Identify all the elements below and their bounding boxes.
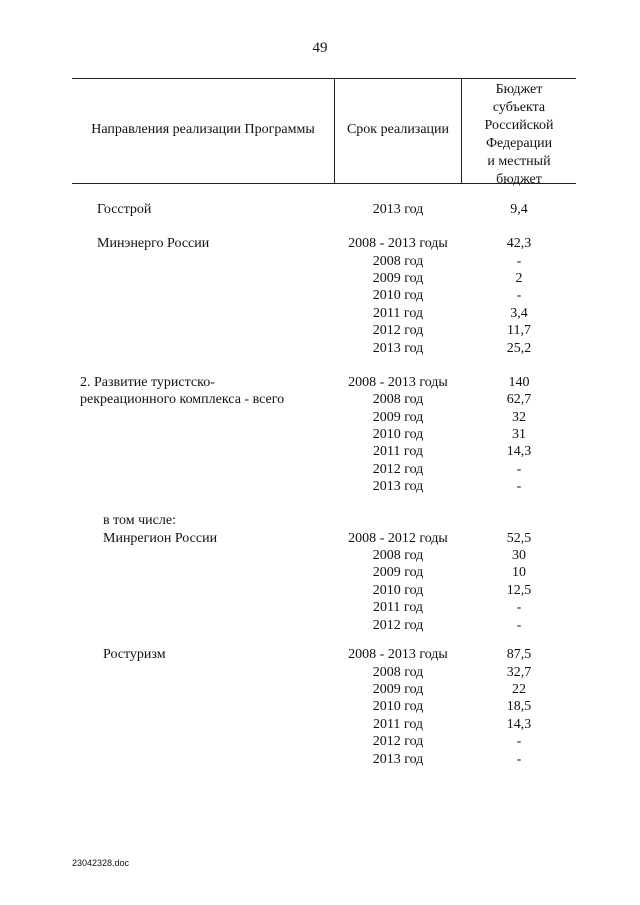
header-budget-line: субъекта [492, 100, 546, 115]
row-period: 2011 год [372, 444, 424, 459]
row-period: 2009 год [372, 565, 424, 580]
row-value: 2 [515, 271, 523, 286]
row-period: 2010 год [372, 288, 424, 303]
row-period: 2008 - 2013 годы [348, 647, 448, 662]
row-label: Минэнерго России [97, 236, 210, 251]
row-value: 52,5 [506, 531, 532, 546]
row-period: 2011 год [372, 717, 424, 732]
table-row [0, 716, 640, 733]
row-value: 10 [512, 565, 526, 580]
row-value: 140 [508, 375, 530, 390]
page-number: 49 [312, 40, 328, 56]
table-row [0, 617, 640, 634]
table-row [0, 664, 640, 681]
table-row [0, 374, 640, 391]
row-period: 2008 - 2012 годы [348, 531, 448, 546]
row-value: - [516, 462, 522, 477]
row-value: 31 [512, 427, 526, 442]
row-value: 30 [512, 548, 526, 563]
row-period: 2012 год [372, 734, 424, 749]
table-row [0, 547, 640, 564]
row-period: 2008 год [372, 392, 424, 407]
row-value: 62,7 [506, 392, 532, 407]
table-row [0, 733, 640, 750]
table-row [0, 409, 640, 426]
row-period: 2008 - 2013 годы [348, 375, 448, 390]
table-row [0, 253, 640, 270]
row-value: 22 [512, 682, 526, 697]
row-value: 12,5 [506, 583, 532, 598]
row-value: 14,3 [506, 444, 532, 459]
header-budget-line: Федерации [485, 136, 553, 151]
table-row [0, 582, 640, 599]
row-label: рекреационного комплекса - всего [80, 392, 285, 407]
table-row [0, 201, 640, 218]
header-period: Срок реализации [346, 122, 450, 137]
row-value: - [516, 752, 522, 767]
table-row [0, 478, 640, 495]
row-period: 2011 год [372, 600, 424, 615]
row-value: - [516, 618, 522, 633]
row-period: 2011 год [372, 306, 424, 321]
table-row [0, 751, 640, 768]
row-label: 2. Развитие туристско- [80, 375, 215, 390]
row-value: 11,7 [507, 323, 531, 338]
row-label: в том числе: [103, 513, 176, 528]
row-period: 2008 год [372, 665, 424, 680]
table-row [0, 305, 640, 322]
row-label: Ростуризм [103, 647, 166, 662]
row-value: 87,5 [506, 647, 532, 662]
table-row [0, 512, 640, 529]
row-value: - [516, 600, 522, 615]
header-budget [462, 81, 576, 189]
table-row [0, 340, 640, 357]
table-row [0, 287, 640, 304]
table-row [0, 270, 640, 287]
row-period: 2009 год [372, 271, 424, 286]
table-row [0, 530, 640, 547]
table-row [0, 461, 640, 478]
table-row [0, 443, 640, 460]
row-value: 3,4 [510, 306, 528, 321]
row-period: 2013 год [372, 752, 424, 767]
row-value: 9,4 [510, 202, 528, 217]
row-value: 14,3 [506, 717, 532, 732]
header-budget-line: и местный [487, 154, 551, 169]
row-period: 2010 год [372, 583, 424, 598]
row-value: - [516, 734, 522, 749]
row-label: Госстрой [97, 202, 152, 217]
table-row [0, 599, 640, 616]
table-row [0, 646, 640, 663]
row-value: - [516, 254, 522, 269]
header-budget-line: бюджет [496, 172, 542, 187]
header-budget-line: Российской [484, 118, 554, 133]
row-value: 42,3 [506, 236, 532, 251]
table-row [0, 322, 640, 339]
row-value: 32,7 [506, 665, 532, 680]
table-row [0, 681, 640, 698]
table-top-rule [72, 78, 576, 79]
row-period: 2008 год [372, 548, 424, 563]
row-period: 2012 год [372, 618, 424, 633]
row-period: 2010 год [372, 699, 424, 714]
row-period: 2010 год [372, 427, 424, 442]
row-period: 2012 год [372, 323, 424, 338]
table-row [0, 564, 640, 581]
row-period: 2008 год [372, 254, 424, 269]
row-period: 2013 год [372, 202, 424, 217]
row-period: 2012 год [372, 462, 424, 477]
row-value: - [516, 479, 522, 494]
table-row [0, 698, 640, 715]
row-period: 2013 год [372, 479, 424, 494]
row-value: - [516, 288, 522, 303]
row-label: Минрегион России [103, 531, 218, 546]
table-row [0, 426, 640, 443]
row-value: 18,5 [506, 699, 532, 714]
header-budget-line: Бюджет [495, 82, 543, 97]
row-value: 25,2 [506, 341, 532, 356]
row-period: 2008 - 2013 годы [348, 236, 448, 251]
table-row [0, 235, 640, 252]
row-period: 2009 год [372, 682, 424, 697]
row-period: 2009 год [372, 410, 424, 425]
row-value: 32 [512, 410, 526, 425]
document-footer: 23042328.doc [72, 858, 130, 868]
table-row [0, 391, 640, 408]
row-period: 2013 год [372, 341, 424, 356]
header-directions: Направления реализации Программы [91, 122, 315, 137]
